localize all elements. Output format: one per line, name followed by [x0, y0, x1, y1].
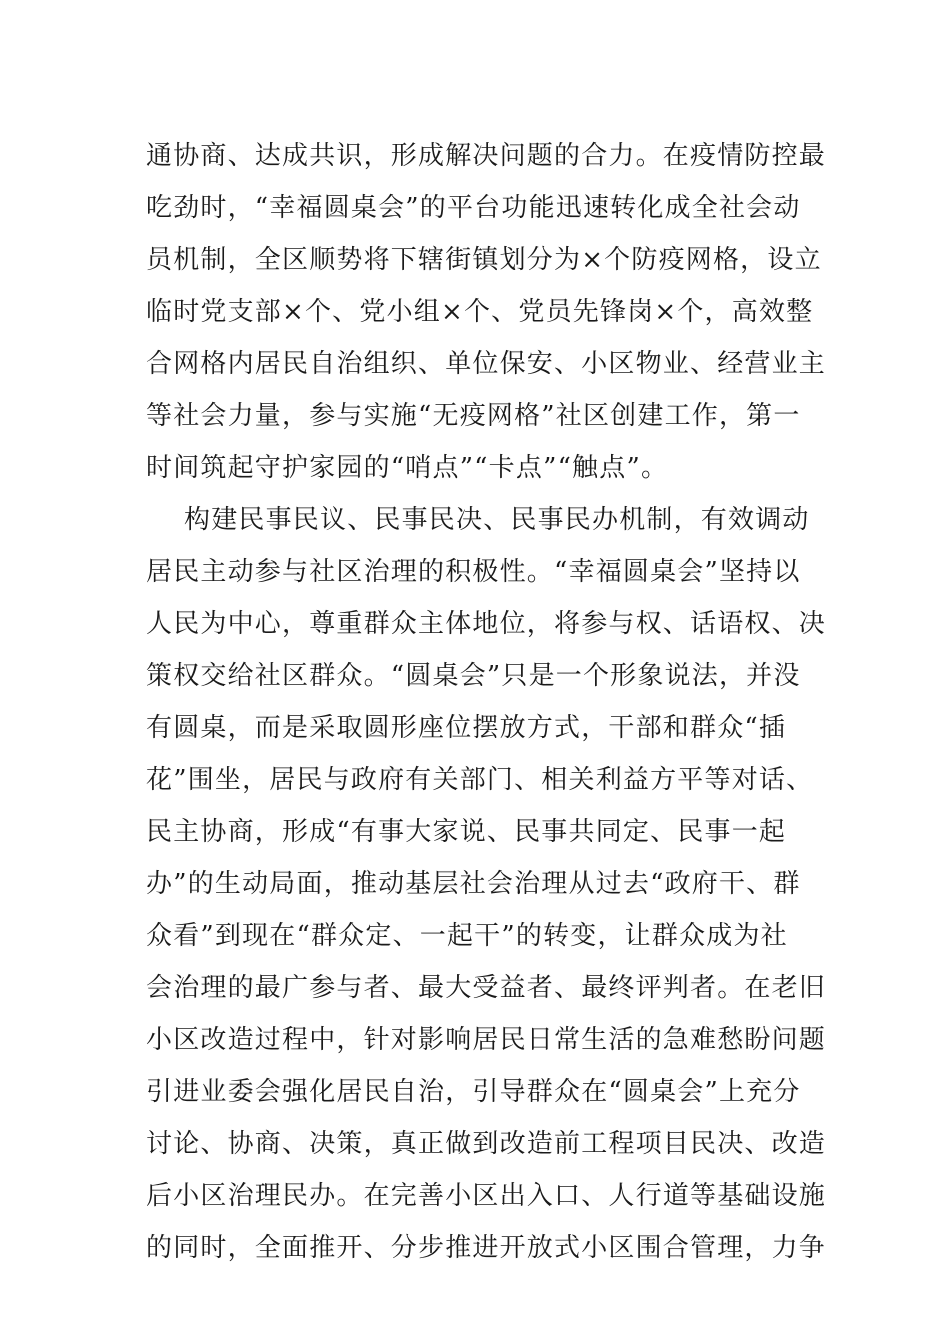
paragraph-line: 会治理的最广参与者、最大受益者、最终评判者。在老旧	[146, 973, 827, 1003]
paragraph-first-line: 构建民事民议、民事民决、民事民办机制，有效调动	[184, 505, 810, 535]
paragraph-line: 讨论、协商、决策，真正做到改造前工程项目民决、改造	[146, 1129, 827, 1159]
paragraph-line: 引进业委会强化居民自治，引导群众在“圆桌会”上充分	[146, 1077, 801, 1107]
paragraph-line: 花”围坐，居民与政府有关部门、相关利益方平等对话、	[146, 765, 814, 795]
paragraph-line: 时间筑起守护家园的“哨点”“卡点”“触点”。	[146, 453, 669, 483]
paragraph-line: 居民主动参与社区治理的积极性。“幸福圆桌会”坚持以	[146, 557, 801, 587]
paragraph-line: 民主协商，形成“有事大家说、民事共同定、民事一起	[146, 817, 787, 847]
paragraph-line: 众看”到现在“群众定、一起干”的转变，让群众成为社	[146, 921, 788, 951]
paragraph-line: 合网格内居民自治组织、单位保安、小区物业、经营业主	[146, 349, 827, 379]
paragraph-line: 小区改造过程中，针对影响居民日常生活的急难愁盼问题	[146, 1025, 827, 1055]
body-text	[146, 130, 827, 1274]
paragraph-line: 策权交给社区群众。“圆桌会”只是一个形象说法，并没	[146, 661, 801, 691]
paragraph-line: 后小区治理民办。在完善小区出入口、人行道等基础设施	[146, 1181, 827, 1211]
paragraph-line: 办”的生动局面，推动基层社会治理从过去“政府干、群	[146, 869, 801, 899]
paragraph-line: 通协商、达成共识，形成解决问题的合力。在疫情防控最	[146, 141, 827, 171]
paragraph-line: 员机制，全区顺势将下辖街镇划分为×个防疫网格，设立	[146, 245, 822, 275]
paragraph-line: 等社会力量，参与实施“无疫网格”社区创建工作，第一	[146, 401, 801, 431]
paragraph-line: 吃劲时，“幸福圆桌会”的平台功能迅速转化成全社会动	[146, 193, 801, 223]
paragraph-line: 临时党支部×个、党小组×个、党员先锋岗×个，高效整	[146, 297, 814, 327]
paragraph-line: 人民为中心，尊重群众主体地位，将参与权、话语权、决	[146, 609, 827, 639]
paragraph-line: 有圆桌，而是采取圆形座位摆放方式，干部和群众“插	[146, 713, 787, 743]
paragraph-line: 的同时，全面推开、分步推进开放式小区围合管理，力争	[146, 1233, 827, 1263]
